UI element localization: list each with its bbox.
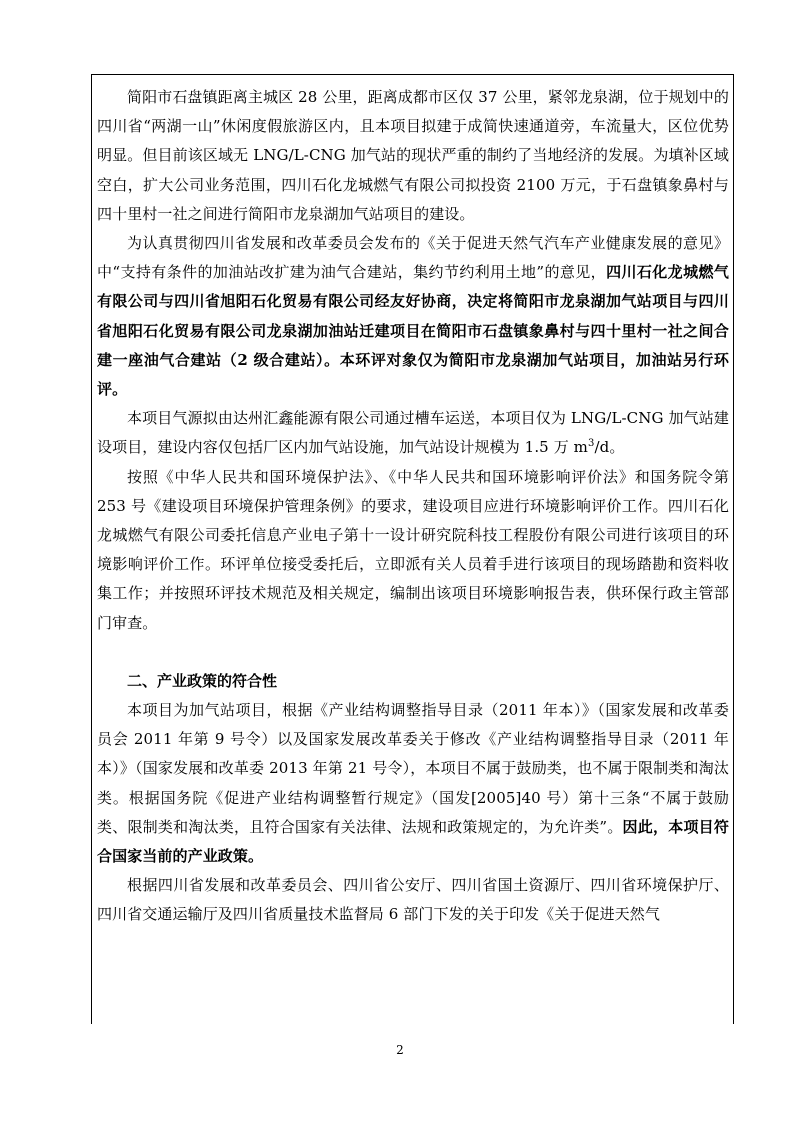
- gas-source-unit: /d。: [594, 438, 625, 457]
- document-body: [97, 83, 729, 930]
- paragraph-provincial-policy: 根据四川省发展和改革委员会、四川省公安厅、四川省国土资源厅、四川省环境保护厅、四川省交通运输厅及四川省质量技术监督局 6 部门下发的关于印发《关于促进天然气: [97, 876, 729, 924]
- paragraph-policy-bold: 四川石化龙城燃气有限公司与四川省旭阳石化贸易有限公司经友好协商，决定将简阳市龙泉湖加气站项目与四川省旭阳石化贸易有限公司龙泉湖加油站迁建项目在简阳市石盘镇象鼻村与四十里村一社之间合建一座油气合建站（2 级合建站）。本环评对象仅为简阳市龙泉湖加气站项目，加油站另行环评。: [97, 263, 729, 399]
- paragraph-eia-requirement: 按照《中华人民共和国环境保护法》、《中华人民共和国环境影响评价法》和国务院令第 253 号《建设项目环境保护管理条例》的要求，建设项目应进行环境影响评价工作。四川石化龙城燃气有限公司委托信息产业电子第十一设计研究院科技工程股份有限公司进行该项目的环境影响评价工作。环评单位接受委托后，立即派有关人员着手进行该项目的现场踏勘和资料收集工作；并按照环评技术规范及相关规定，编制出该项目环境影响报告表，供环保行政主管部门审查。: [97, 467, 729, 632]
- industrial-policy-text: 本项目为加气站项目，根据《产业结构调整指导目录（2011 年本）》（国家发展和改革委员会 2011 年第 9 号令）以及国家发展改革委关于修改《产业结构调整指导目录（2011 年本）》（国家发展和改革委 2013 年第 21 号令），本项目不属于鼓励类，也不属于限制类和淘汰类。根据国务院《促进产业结构调整暂行规定》（国发[2005]40 号）第十三条“不属于鼓励类、限制类和淘汰类，且符合国家有关法律、法规和政策规定的，为允许类”。: [97, 701, 729, 836]
- paragraph-industrial-policy: [97, 696, 729, 871]
- section-heading-industrial-policy: 二、产业政策的符合性: [127, 671, 278, 690]
- paragraph-location: 简阳市石盘镇距离主城区 28 公里，距离成都市区仅 37 公里，紧邻龙泉湖，位于规划中的四川省“两湖一山”休闲度假旅游区内，且本项目拟建于成简快速通道旁，车流量大，区位优势明显。但目前该区域无 LNG/L-CNG 加气站的现状严重的制约了当地经济的发展。为填补区域空白，扩大公司业务范围，四川石化龙城燃气有限公司拟投资 2100 万元，于石盘镇象鼻村与四十里村一社之间进行简阳市龙泉湖加气站项目的建设。: [97, 88, 729, 223]
- industrial-policy-conclusion: 因此，本项目符合国家当前的产业政策。: [97, 817, 729, 866]
- paragraph-gas-source: [97, 404, 729, 462]
- cubic-superscript: 3: [588, 438, 595, 450]
- paragraph-policy-cooperation: [97, 229, 729, 404]
- paragraph-policy-text: 为认真贯彻四川省发展和改革委员会发布的《关于促进天然气汽车产业健康发展的意见》中“支持有条件的加油站改扩建为油气合建站，集约节约利用土地”的意见，: [97, 234, 729, 282]
- page-number: 2: [396, 1043, 404, 1057]
- section-spacer: [97, 638, 729, 667]
- gas-source-text: 本项目气源拟由达州汇鑫能源有限公司通过槽车运送，本项目仅为 LNG/L-CNG 加气站建设项目，建设内容仅包括厂区内加气站设施，加气站设计规模为 1.5 万 m: [97, 409, 729, 457]
